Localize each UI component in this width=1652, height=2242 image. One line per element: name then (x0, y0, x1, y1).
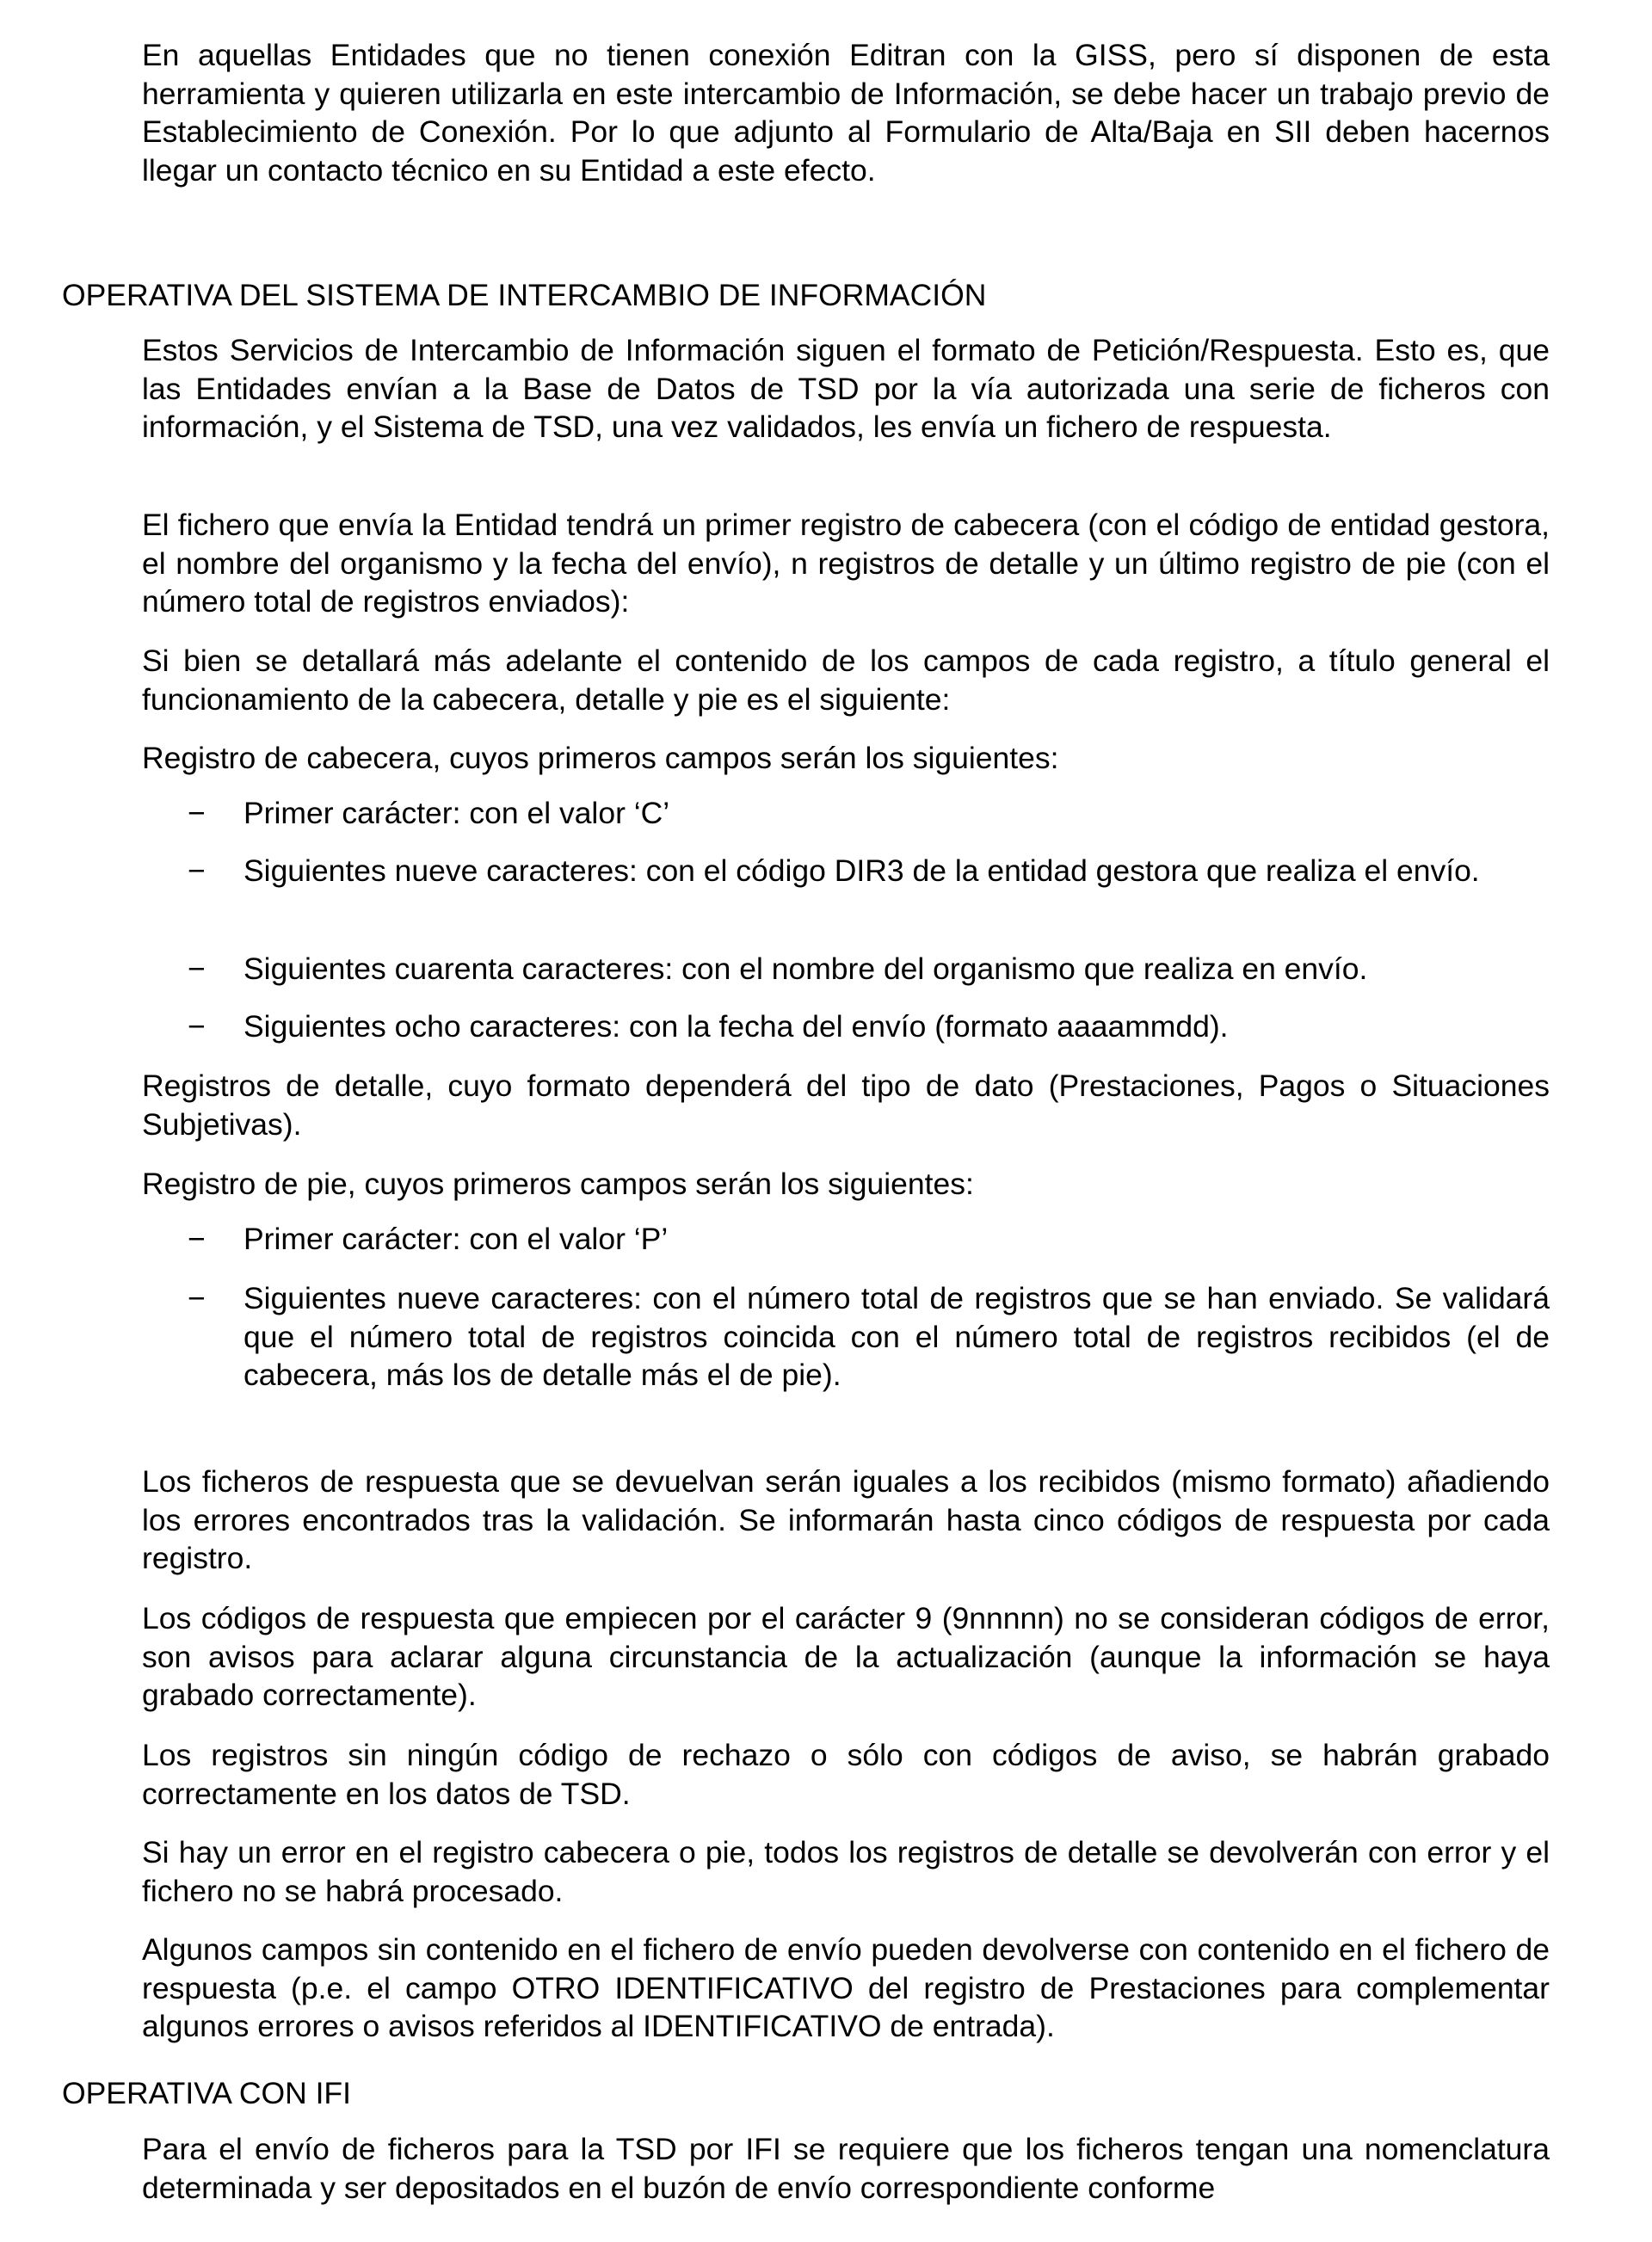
paragraph-peticion-respuesta: Estos Servicios de Intercambio de Información siguen el formato de Petición/Respuesta. Esto es, que las Entidades envían a la Base de Datos de TSD por la vía autorizada una serie de ficheros con información, y el Sistema de TSD, una vez validados, les envía un fichero de respuesta. (142, 333, 1550, 444)
paragraph-fichero-entidad: El fichero que envía la Entidad tendrá un primer registro de cabecera (con el código de entidad gestora, el nombre del organismo y la fecha del envío), n registros de detalle y un último registro de pie (con el número total de registros enviados): (142, 508, 1550, 619)
dash-bullet: − (188, 952, 206, 986)
dash-bullet: − (188, 1009, 206, 1044)
section-heading-intercambio: OPERATIVA DEL SISTEMA DE INTERCAMBIO DE INFORMACIÓN (62, 278, 987, 312)
dash-bullet: − (188, 853, 206, 888)
paragraph-registro-pie: Registro de pie, cuyos primeros campos serán los siguientes: (142, 1167, 974, 1201)
paragraph-ficheros-respuesta: Los ficheros de respuesta que se devuelvan serán iguales a los recibidos (mismo formato) añadiendo los errores encontrados tras la validación. Se informarán hasta cinco códigos de respuesta por cada registro. (142, 1464, 1550, 1575)
list-item: Siguientes nueve caracteres: con el código DIR3 de la entidad gestora que realiza el envío. (243, 853, 1480, 888)
paragraph-envio-ifi: Para el envío de ficheros para la TSD por IFI se requiere que los ficheros tengan una nomenclatura determinada y ser depositados en el buzón de envío correspondiente conforme (142, 2132, 1550, 2205)
paragraph-detalle-campos: Si bien se detallará más adelante el contenido de los campos de cada registro, a título general el funcionamiento de la cabecera, detalle y pie es el siguiente: (142, 644, 1550, 717)
dash-bullet: − (188, 796, 206, 830)
paragraph-registros-detalle: Registros de detalle, cuyo formato dependerá del tipo de dato (Prestaciones, Pagos o Situaciones Subjetivas). (142, 1069, 1550, 1142)
paragraph-codigos-aviso: Los códigos de respuesta que empiecen por el carácter 9 (9nnnnn) no se consideran códigos de error, son avisos para aclarar alguna circunstancia de la actualización (aunque la información se haya grabado correctamente). (142, 1601, 1550, 1712)
list-item: Siguientes ocho caracteres: con la fecha del envío (formato aaaammdd). (243, 1009, 1229, 1044)
dash-bullet: − (188, 1281, 206, 1315)
list-item: Siguientes nueve caracteres: con el número total de registros que se han enviado. Se validará que el número total de registros coincida con el número total de registros recibidos (el de cabecera, más los de detalle más el de pie). (243, 1281, 1550, 1392)
list-item: Siguientes cuarenta caracteres: con el nombre del organismo que realiza en envío. (243, 952, 1368, 986)
paragraph-registros-grabados: Los registros sin ningún código de rechazo o sólo con códigos de aviso, se habrán grabado correctamente en los datos de TSD. (142, 1738, 1550, 1811)
dash-bullet: − (188, 1222, 206, 1256)
list-item: Primer carácter: con el valor ‘C’ (243, 796, 670, 830)
list-item: Primer carácter: con el valor ‘P’ (243, 1222, 669, 1256)
paragraph-campos-sin-contenido: Algunos campos sin contenido en el fichero de envío pueden devolverse con contenido en el fichero de respuesta (p.e. el campo OTRO IDENTIFICATIVO del registro de Prestaciones para complementar algunos errores o avisos referidos al IDENTIFICATIVO de entrada). (142, 1932, 1550, 2043)
intro-paragraph: En aquellas Entidades que no tienen conexión Editran con la GISS, pero sí disponen de esta herramienta y quieren utilizarla en este intercambio de Información, se debe hacer un trabajo previo de Establecimiento de Conexión. Por lo que adjunto al Formulario de Alta/Baja en SII deben hacernos llegar un contacto técnico en su Entidad a este efecto. (142, 38, 1550, 188)
paragraph-registro-cabecera: Registro de cabecera, cuyos primeros campos serán los siguientes: (142, 741, 1059, 775)
section-heading-ifi: OPERATIVA CON IFI (62, 2076, 351, 2110)
paragraph-error-cabecera-pie: Si hay un error en el registro cabecera o pie, todos los registros de detalle se devolverán con error y el fichero no se habrá procesado. (142, 1835, 1550, 1908)
